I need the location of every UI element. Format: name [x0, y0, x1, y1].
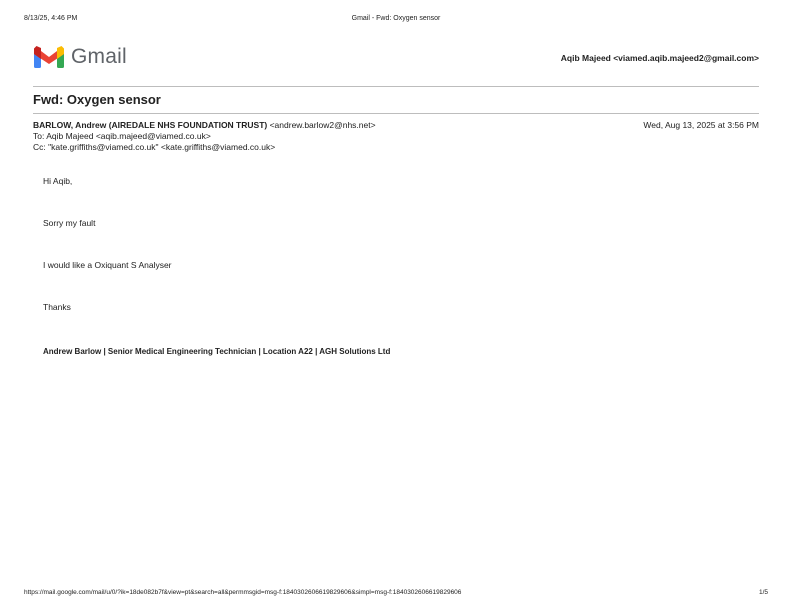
print-timestamp: 8/13/25, 4:46 PM — [24, 15, 78, 22]
body-line-1: Sorry my fault — [43, 218, 96, 228]
print-page-number: 1/5 — [758, 589, 768, 596]
body-closing: Thanks — [43, 302, 71, 312]
print-footer-url[interactable]: https://mail.google.com/mail/u/0/?ik=18de082b7f&view=pt&search=all&permmsgid=msg-f:1840302606619829606&simpl=msg-f:1840302606619829606 — [24, 589, 462, 596]
gmail-logo — [33, 44, 127, 70]
recipient-to: To: Aqib Majeed <aqib.majeed@viamed.co.uk> — [33, 131, 211, 141]
subject-divider — [33, 113, 759, 114]
gmail-m-icon — [33, 45, 65, 69]
account-label: Aqib Majeed <viamed.aqib.majeed2@gmail.com> — [560, 53, 759, 63]
email-subject: Fwd: Oxygen sensor — [33, 92, 161, 107]
body-line-2: I would like a Oxiquant S Analyser — [43, 260, 172, 270]
header-divider — [33, 86, 759, 87]
gmail-wordmark: Gmail — [71, 45, 127, 68]
print-page-title: Gmail - Fwd: Oxygen sensor — [351, 15, 441, 22]
body-greeting: Hi Aqib, — [43, 176, 73, 186]
sender-name: BARLOW, Andrew (AIREDALE NHS FOUNDATION TRUST) — [33, 120, 268, 130]
recipient-cc: Cc: "kate.griffiths@viamed.co.uk" <kate.griffiths@viamed.co.uk> — [33, 142, 276, 152]
sender-email[interactable]: <andrew.barlow2@nhs.net> — [269, 120, 376, 130]
email-signature: Andrew Barlow | Senior Medical Engineering Technician | Location A22 | AGH Solutions Ltd — [43, 347, 391, 356]
email-date: Wed, Aug 13, 2025 at 3:56 PM — [643, 120, 759, 130]
sender-line — [33, 120, 376, 130]
